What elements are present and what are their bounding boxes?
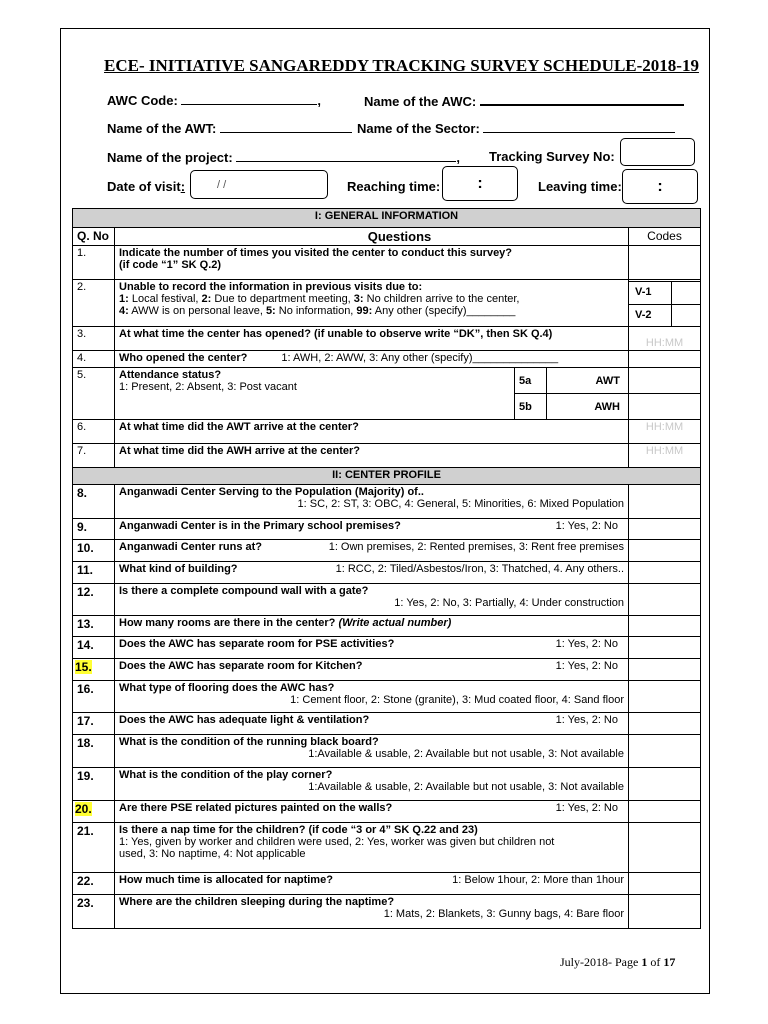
answer-cell-11[interactable]	[629, 562, 701, 584]
awt-name-line[interactable]	[220, 120, 352, 133]
awc-name-field[interactable]	[364, 92, 684, 109]
sector-name-field[interactable]	[357, 120, 675, 136]
question-row-8: 8. Anganwadi Center Serving to the Population (Majority) of.. 1: SC, 2: ST, 3: OBC, 4: General, 5: Minorities, 6: Mixed Population	[73, 485, 701, 519]
section-general-info: I: GENERAL INFORMATION	[73, 209, 701, 228]
answer-cell-3[interactable]: HH:MM	[629, 327, 701, 351]
question-row-10: 10. Anganwadi Center runs at? 1: Own premises, 2: Rented premises, 3: Rent free premises	[73, 540, 701, 562]
date-of-visit-box[interactable]: / /	[190, 170, 328, 199]
answer-cell-9[interactable]	[629, 519, 701, 540]
tracking-no-label: Tracking Survey No:	[489, 149, 615, 164]
question-row-17: 17. Does the AWC has adequate light & ventilation? 1: Yes, 2: No	[73, 713, 701, 735]
v1-answer[interactable]	[672, 282, 700, 304]
question-row-5a: 5. Attendance status? 1: Present, 2: Absent, 3: Post vacant 5a AWT	[73, 368, 701, 394]
survey-table	[72, 208, 701, 929]
question-row-5b: 5b AWH	[73, 394, 701, 420]
question-row-1: 1. Indicate the number of times you visited the center to conduct this survey? (if code “1” SK Q.2)	[73, 246, 701, 280]
answer-cell-5a[interactable]	[629, 368, 701, 394]
project-name-label: Name of the project:	[107, 150, 233, 165]
awc-name-line[interactable]	[480, 92, 684, 106]
v2-label: V-2	[629, 305, 672, 326]
answer-cell-5b[interactable]	[629, 394, 701, 420]
answer-cell-19[interactable]	[629, 768, 701, 801]
answer-cell-12[interactable]	[629, 584, 701, 616]
awt-name-field[interactable]	[107, 120, 352, 136]
v2-answer[interactable]	[672, 305, 700, 326]
table-header-row	[73, 228, 701, 246]
date-of-visit-label: Date of visit:	[107, 179, 186, 194]
question-row-7: 7. At what time did the AWH arrive at the center? HH:MM	[73, 444, 701, 468]
questions-header: Questions	[115, 228, 629, 246]
question-row-21: 21. Is there a nap time for the children? (if code “3 or 4” SK Q.22 and 23) 1: Yes, given by worker and children were used, 2: Yes, worker was given but children not used, 3: No naptime, 4: Not applicable	[73, 823, 701, 873]
page-footer: July-2018- Page 1 of 17	[560, 955, 676, 969]
leaving-time-label: Leaving time:	[538, 179, 622, 194]
answer-cell-8[interactable]	[629, 485, 701, 519]
project-name-field[interactable]: Name of the project: ,	[107, 150, 460, 165]
reaching-time-label: Reaching time:	[347, 179, 441, 194]
question-row-23: 23. Where are the children sleeping during the naptime? 1: Mats, 2: Blankets, 3: Gunny bags, 4: Bare floor	[73, 895, 701, 929]
question-row-11: 11. What kind of building? 1: RCC, 2: Tiled/Asbestos/Iron, 3: Thatched, 4. Any others..	[73, 562, 701, 584]
section-center-profile: II: CENTER PROFILE	[73, 468, 701, 485]
question-row-3: 3. At what time the center has opened? (if unable to observe write “DK”, then SK Q.4) HH:MM	[73, 327, 701, 351]
highlighted-qno-20: 20.	[75, 802, 92, 816]
awc-code-label: AWC Code:	[107, 93, 178, 108]
question-row-16: 16. What type of flooring does the AWC has? 1: Cement floor, 2: Stone (granite), 3: Mud coated floor, 4: Sand floor	[73, 681, 701, 713]
sector-name-label: Name of the Sector:	[357, 121, 480, 136]
question-row-14: 14. Does the AWC has separate room for PSE activities? 1: Yes, 2: No	[73, 637, 701, 659]
codes-header: Codes	[629, 228, 701, 246]
question-row-12: 12. Is there a complete compound wall with a gate? 1: Yes, 2: No, 3: Partially, 4: Under construction	[73, 584, 701, 616]
question-row-22: 22. How much time is allocated for naptime? 1: Below 1hour, 2: More than 1hour	[73, 873, 701, 895]
answer-cell-6[interactable]: HH:MM	[629, 420, 701, 444]
answer-cell-7[interactable]: HH:MM	[629, 444, 701, 468]
reaching-time-box[interactable]: :	[442, 166, 518, 201]
answer-cell-20[interactable]	[629, 801, 701, 823]
question-row-13: 13. How many rooms are there in the center? (Write actual number)	[73, 616, 701, 637]
v1-label: V-1	[629, 282, 672, 304]
project-name-line[interactable]	[236, 149, 456, 162]
question-row-18: 18. What is the condition of the running black board? 1:Available & usable, 2: Available but not usable, 3: Not available	[73, 735, 701, 768]
question-row-9: 9. Anganwadi Center is in the Primary school premises? 1: Yes, 2: No	[73, 519, 701, 540]
answer-cell-15[interactable]	[629, 659, 701, 681]
answer-cell-10[interactable]	[629, 540, 701, 562]
sector-name-line[interactable]	[483, 120, 675, 133]
answer-cell-1[interactable]	[629, 246, 701, 280]
answer-cell-17[interactable]	[629, 713, 701, 735]
answer-cell-22[interactable]	[629, 873, 701, 895]
awc-code-line[interactable]	[181, 92, 317, 105]
answer-cell-16[interactable]	[629, 681, 701, 713]
question-row-6: 6. At what time did the AWT arrive at the center? HH:MM	[73, 420, 701, 444]
awc-code-field[interactable]: AWC Code: ,	[107, 93, 322, 108]
highlighted-qno-15: 15.	[75, 660, 92, 674]
awc-name-label: Name of the AWC:	[364, 94, 477, 109]
question-row-15: 15. Does the AWC has separate room for Kitchen? 1: Yes, 2: No	[73, 659, 701, 681]
question-row-2: 2. Unable to record the information in previous visits due to: 1: Local festival, 2: Due to department meeting, 3: No children arrive to the center, 4: AWW is on personal leave, 5: No information, 99: Any other (specify)________ V-1 V-2	[73, 280, 701, 327]
question-row-4: 4. Who opened the center? 1: AWH, 2: AWW, 3: Any other (specify)______________	[73, 351, 701, 368]
answer-cell-4[interactable]	[629, 351, 701, 368]
awt-name-label: Name of the AWT:	[107, 121, 217, 136]
qno-header: Q. No	[73, 228, 115, 246]
question-row-19: 19. What is the condition of the play corner? 1:Available & usable, 2: Available but not usable, 3: Not available	[73, 768, 701, 801]
tracking-no-box[interactable]	[620, 138, 695, 166]
answer-cell-21[interactable]	[629, 823, 701, 873]
answer-cell-13[interactable]	[629, 616, 701, 637]
leaving-time-box[interactable]: :	[622, 169, 698, 204]
page-title: ECE- INITIATIVE SANGAREDDY TRACKING SURVEY SCHEDULE-2018-19	[104, 56, 699, 75]
answer-cell-23[interactable]	[629, 895, 701, 929]
question-row-20: 20. Are there PSE related pictures painted on the walls? 1: Yes, 2: No	[73, 801, 701, 823]
answer-cell-14[interactable]	[629, 637, 701, 659]
answer-cell-18[interactable]	[629, 735, 701, 768]
